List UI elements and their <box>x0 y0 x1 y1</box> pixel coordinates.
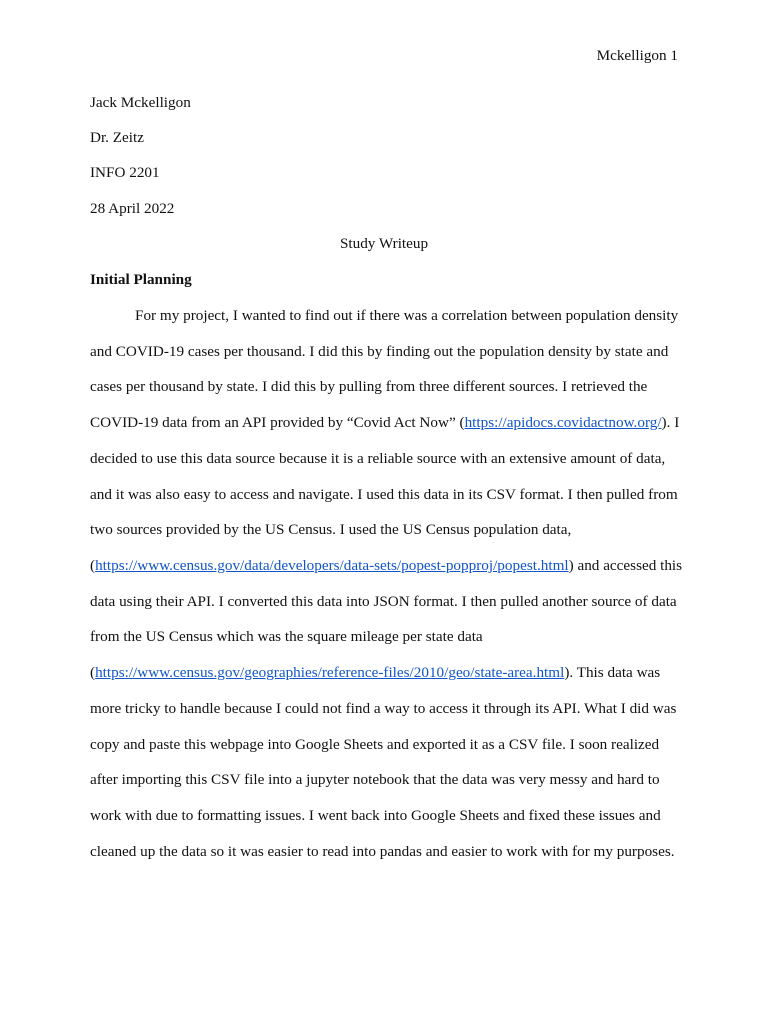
covidactnow-link[interactable]: https://apidocs.covidactnow.org/ <box>464 414 662 431</box>
paragraph-line: data using their API. I converted this data into JSON format. I then pulled another source of data <box>90 593 677 610</box>
paragraph-line: cases per thousand by state. I did this by pulling from three different sources. I retrieved the <box>90 378 648 395</box>
paragraph-line <box>90 557 682 575</box>
census-popest-link[interactable]: https://www.census.gov/data/developers/data-sets/popest-popproj/popest.html <box>95 557 569 574</box>
paragraph-line: work with due to formatting issues. I went back into Google Sheets and fixed these issues and <box>90 807 661 824</box>
paragraph-line <box>90 414 679 432</box>
paragraph-line: copy and paste this webpage into Google Sheets and exported it as a CSV file. I soon realized <box>90 736 660 753</box>
paragraph-line <box>90 664 660 682</box>
section-heading: Initial Planning <box>90 271 192 288</box>
paragraph-line: cleaned up the data so it was easier to read into pandas and easier to work with for my purposes. <box>90 843 675 860</box>
document-title: Study Writeup <box>339 235 429 252</box>
paragraph-text: COVID-19 data from an API provided by “Covid Act Now” ( <box>90 414 465 431</box>
paragraph-line: decided to use this data source because it is a reliable source with an extensive amount of data, <box>90 450 666 467</box>
course-code: INFO 2201 <box>90 164 160 181</box>
student-name: Jack Mckelligon <box>90 94 191 111</box>
paragraph-line: For my project, I wanted to find out if there was a correlation between population density <box>135 307 679 324</box>
paragraph-line: and COVID-19 cases per thousand. I did this by finding out the population density by state and <box>90 343 669 360</box>
paragraph-text: ). I <box>661 414 680 431</box>
paragraph-text: ( <box>90 664 96 681</box>
paragraph-line: after importing this CSV file into a jupyter notebook that the data was very messy and hard to <box>90 771 660 788</box>
paragraph-text: ). This data was <box>564 664 661 681</box>
running-head: Mckelligon 1 <box>596 47 678 64</box>
paragraph-text: ( <box>90 557 96 574</box>
paragraph-line: and it was also easy to access and navigate. I used this data in its CSV format. I then pulled from <box>90 486 678 503</box>
submission-date: 28 April 2022 <box>90 200 175 217</box>
paragraph-line: two sources provided by the US Census. I used the US Census population data, <box>90 521 572 538</box>
paragraph-line: more tricky to handle because I could not find a way to access it through its API. What I did was <box>90 700 677 717</box>
paragraph-line: from the US Census which was the square mileage per state data <box>90 628 483 645</box>
census-state-area-link[interactable]: https://www.census.gov/geographies/reference-files/2010/geo/state-area.html <box>95 664 565 681</box>
paragraph-text: ) and accessed this <box>568 557 683 574</box>
instructor-name: Dr. Zeitz <box>90 129 144 146</box>
